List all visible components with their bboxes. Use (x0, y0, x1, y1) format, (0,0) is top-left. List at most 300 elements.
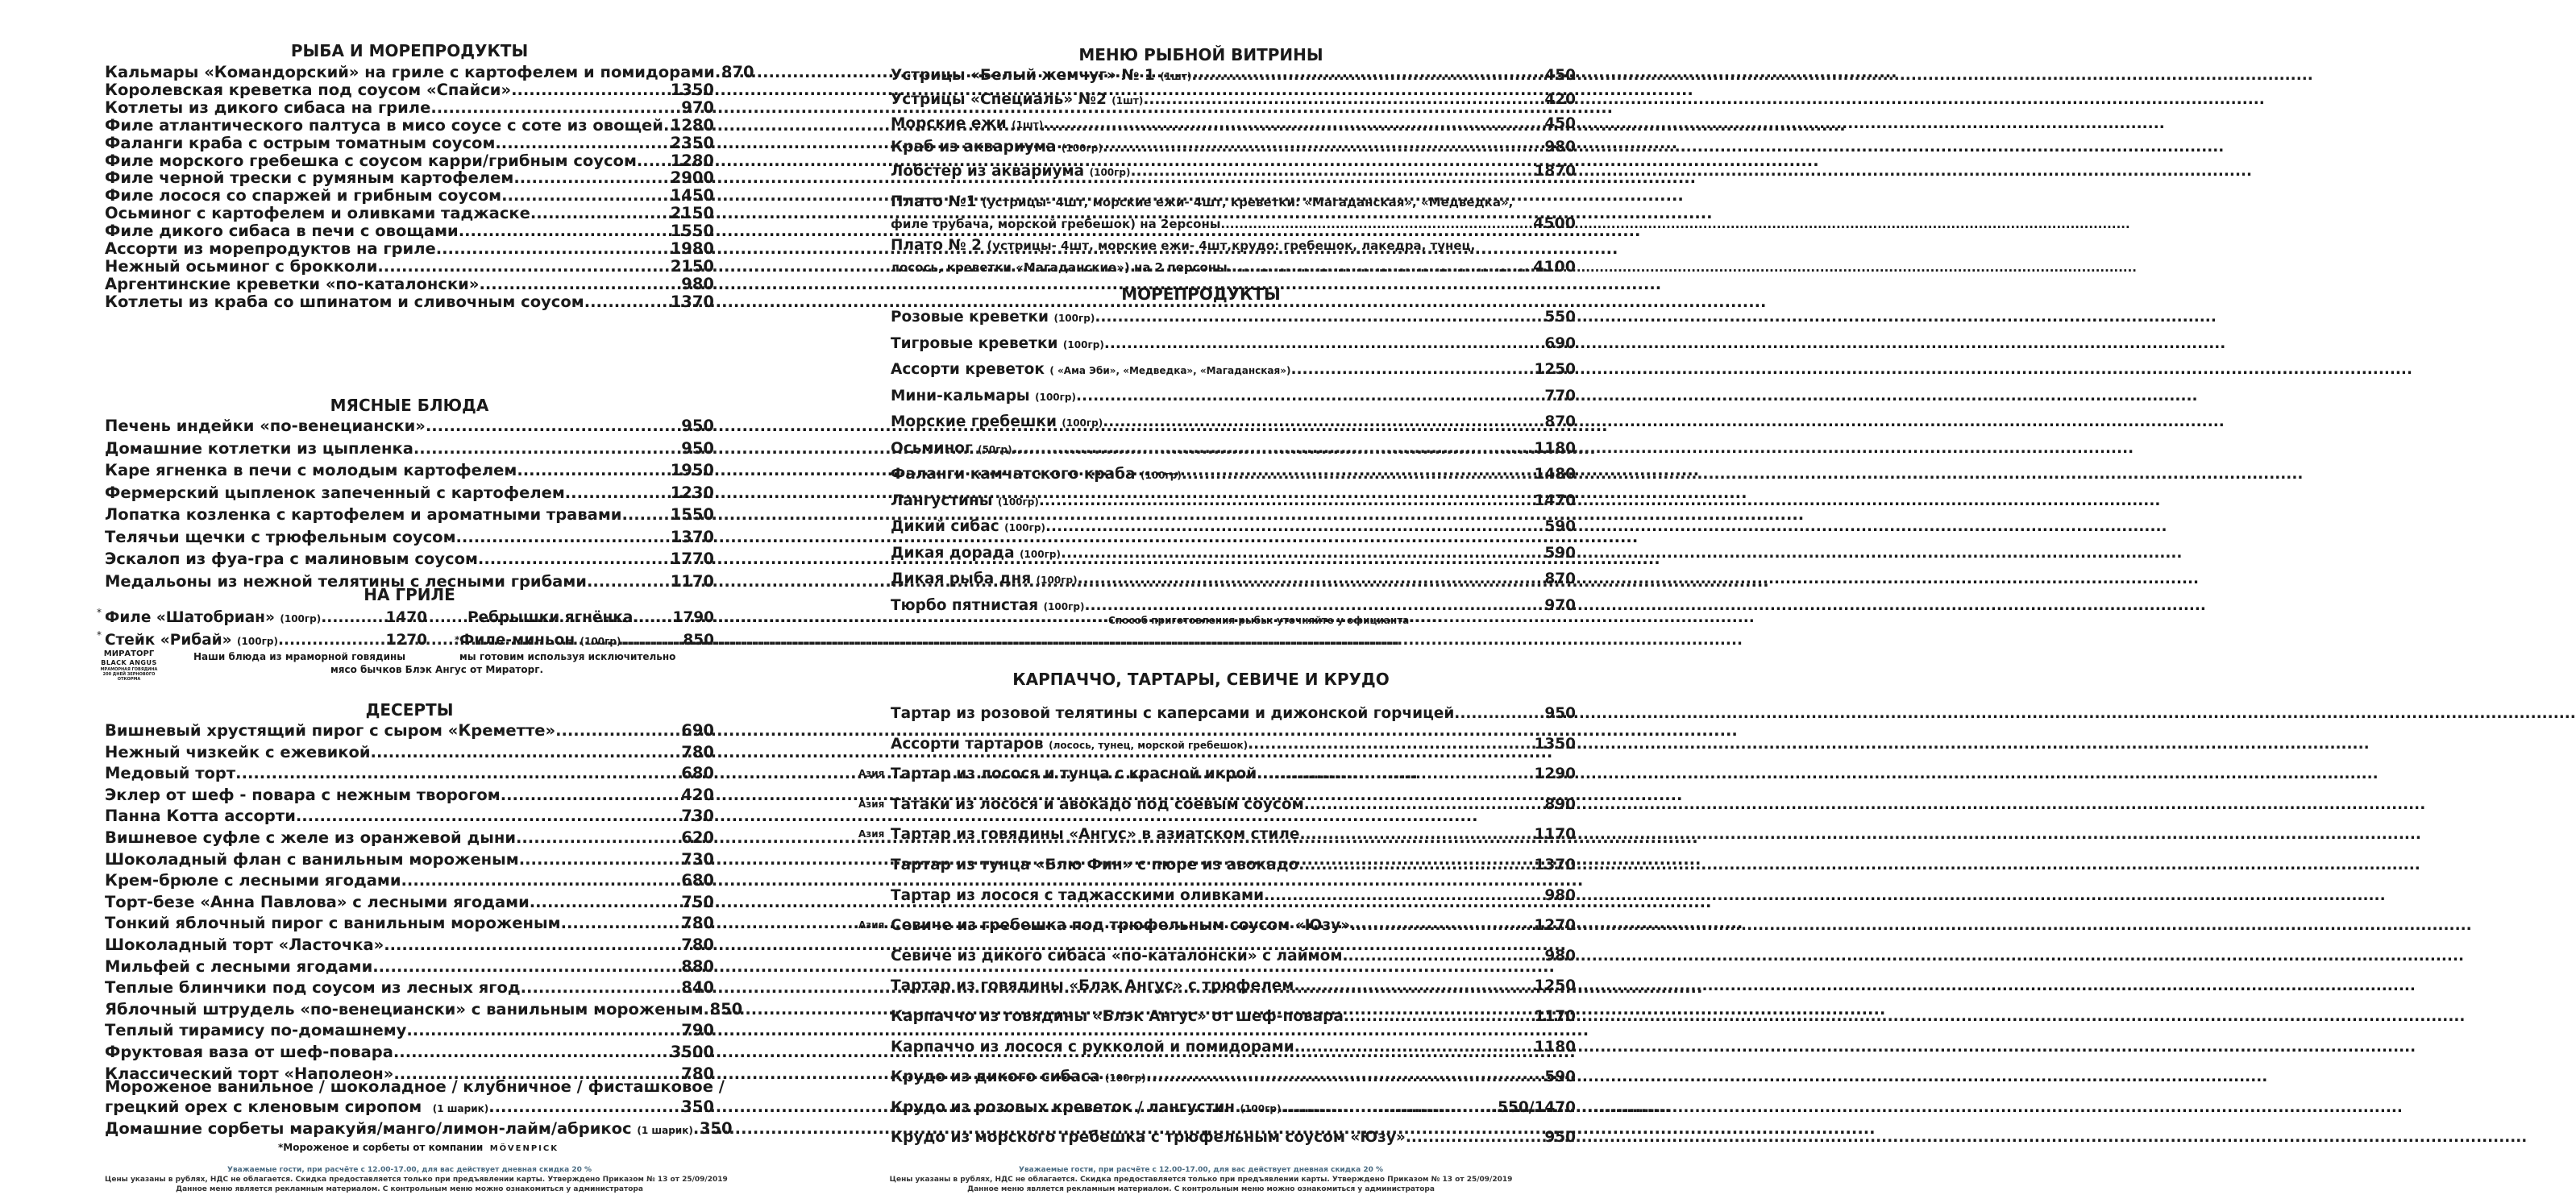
item-price: 680 (681, 871, 714, 890)
item-name: Филе морского гребешка с соусом карри/грибным соусом (105, 151, 637, 170)
section-title-carpaccio: КАРПАЧЧО, ТАРТАРЫ, СЕВИЧЕ И КРУДО (1012, 670, 1390, 689)
leader-dots (413, 438, 681, 459)
item-name: Шоколадный флан с ванильным мороженым (105, 849, 519, 869)
item-name: Нежный осьминог с брокколи (105, 256, 378, 276)
leader-dots (1304, 794, 1545, 815)
menu-item (105, 762, 714, 784)
item-name: Мильфей с лесными ягодами (105, 956, 373, 976)
menu-item (105, 741, 714, 763)
item-price: 980 (681, 274, 714, 293)
leader-dots (1264, 885, 1544, 907)
menu-item (891, 136, 1576, 158)
menu-item (891, 1036, 1576, 1058)
menu-item (891, 89, 1576, 110)
item-price: 870 (1544, 570, 1576, 587)
leader-dots (555, 720, 681, 741)
menu-item (891, 568, 1576, 590)
item-unit: (100гр) (1140, 470, 1182, 481)
item-price: 590 (1544, 1068, 1576, 1086)
leader-dots (235, 762, 681, 784)
menu-item (891, 854, 1576, 876)
item-price: 840 (681, 978, 714, 998)
item-unit: (лосось, тунец, морской гребешок) (1049, 739, 1249, 751)
leader-dots (1084, 595, 1544, 616)
menu-item (891, 1006, 1576, 1027)
menu-item (105, 977, 714, 998)
item-price: 690 (681, 721, 714, 740)
item-price: 730 (681, 807, 714, 826)
item-price: 1170 (1534, 826, 1576, 844)
item-price: 2150 (670, 204, 714, 223)
item-name: Карпаччо из говядины «Блэк Ангус» от шеф-повара (891, 1008, 1344, 1025)
menu-item (105, 438, 714, 459)
leader-dots (371, 741, 682, 763)
menu-item (891, 733, 1576, 755)
item-price: 1770 (670, 550, 714, 568)
item-name: Дикая дорада (891, 544, 1015, 562)
section-title-meat: МЯСНЫЕ БЛЮДА (330, 396, 489, 415)
menu-item (891, 113, 1576, 135)
item-price: 420 (1544, 90, 1576, 108)
section-title-grill: НА ГРИЛЕ (364, 585, 455, 604)
menu-item (891, 1097, 1576, 1118)
item-price: 950 (681, 438, 714, 458)
leader-dots (384, 934, 681, 956)
item-price: 730 (681, 849, 714, 869)
item-unit: (100гр) (1020, 548, 1061, 560)
item-name: Мини-кальмары (891, 387, 1030, 405)
item-name: Теплые блинчики под соусом из лесных ягод (105, 978, 521, 998)
item-price: 790 (681, 1021, 714, 1040)
item-name: Татаки из лосося и авокадо под соевым соусом (891, 795, 1304, 813)
grill-note-2: мы готовим используя исключительно (459, 651, 676, 662)
leader-dots (1043, 113, 1544, 135)
grill-item-ribeye: Стейк «Рибай» (100гр) ..... 1270 (105, 629, 427, 653)
item-price: 1870 (1534, 163, 1576, 180)
item-name: Шоколадный торт «Ласточка» (105, 936, 384, 954)
item-name: Тюрбо пятнистая (891, 596, 1039, 614)
item-name: Фаланги камчатского краба (891, 466, 1136, 483)
grill-row-2 (97, 629, 714, 651)
leader-dots (517, 459, 670, 481)
item-price: 750 (681, 892, 714, 911)
item-name: Торт-безе «Анна Павлова» с лесными ягодами (105, 892, 530, 911)
item-name: Котлеты из дикого сибаса на гриле (105, 97, 431, 117)
menu-item (105, 805, 714, 827)
leader-dots (1294, 1036, 1535, 1058)
item-price: 1170 (670, 571, 714, 591)
leader-dots (621, 504, 670, 525)
item-name: Дикий сибас (891, 518, 999, 535)
item-unit: ( «Ама Эби», «Медведка», «Магаданская») (1049, 365, 1291, 376)
leader-dots (1290, 359, 1534, 380)
leader-dots (406, 1019, 681, 1041)
item-name: Севиче из гребешка под трюфельным соусом «Юзу» (891, 917, 1351, 935)
menu-item (891, 516, 1576, 537)
menu-item (105, 526, 714, 548)
item-price: 1250 (1534, 361, 1576, 378)
item-name: Медальоны из нежной телятины с лесными грибами (105, 571, 587, 591)
menu-item (891, 411, 1576, 433)
item-name: Лангустины (891, 492, 993, 509)
right-footer: Уважаемые гости, при расчёте с 12.00-17.00, для вас действует дневная скидка 20 % Цены указаны в рублях, НДС не облагается. Скидка предоставляется только при предъявлении карты. Утверждено Приказом № 13 от 25/09/2019 Данное меню является рекламным материалом. С контрольным меню можно ознакомиться у администратора (889, 1166, 1513, 1193)
item-name: Морские гребешки (891, 413, 1057, 430)
item-price: 2900 (670, 168, 714, 188)
item-name: Тартар из лосося с таджасскими оливками (891, 886, 1265, 904)
item-price: 1270 (1534, 917, 1576, 935)
menu-item (105, 548, 714, 570)
item-unit: (100гр) (1036, 575, 1078, 586)
menu-item (891, 359, 1576, 380)
item-name: Фруктовая ваза от шеф-повара (105, 1043, 393, 1061)
menu-item (858, 824, 1576, 845)
leader-dots (1182, 463, 1535, 485)
star-mark: * (97, 629, 102, 641)
item-name: Телячьи щечки с трюфельным соусом (105, 527, 456, 546)
leader-dots (1294, 975, 1534, 997)
item-name: Осьминог с картофелем и оливками таджаске (105, 204, 530, 223)
item-price: 1350 (1534, 735, 1576, 753)
menu-item (891, 333, 1576, 355)
item-name: Классический торт «Наполеон» (105, 1064, 394, 1083)
item-name: Севиче из дикого сибаса «по-каталонски» с лаймом (891, 947, 1343, 965)
item-price: 1180 (1534, 1038, 1576, 1056)
item-price: 870 (721, 63, 754, 81)
leader-dots (1298, 854, 1534, 876)
menu-item (105, 784, 714, 806)
item-price: 950 (1544, 1129, 1576, 1147)
item-unit: (50гр) (978, 443, 1012, 455)
item-name: Устрицы «Специаль» №2 (891, 90, 1107, 108)
item-price: 1290 (1534, 765, 1576, 783)
item-price: 680 (681, 764, 714, 783)
asia-tag: Азия (858, 798, 885, 810)
leader-dots (478, 548, 671, 570)
menu-item (105, 998, 743, 1020)
leader-dots (715, 61, 721, 83)
item-name: Домашние котлетки из цыпленка (105, 438, 413, 458)
desserts-note: *Мороженое и сорбеты от компании MÖVENPICK (278, 1142, 559, 1153)
leader-dots (501, 784, 682, 806)
menu-item (105, 482, 714, 504)
item-name: Аргентинские креветки «по-каталонски» (105, 274, 480, 293)
item-name: Каре ягненка в печи с молодым картофелем (105, 461, 517, 479)
item-price: 450 (1544, 67, 1576, 84)
item-price: 1170 (1534, 1008, 1576, 1025)
leader-dots (1131, 160, 1535, 182)
item-price: 970 (1544, 596, 1576, 614)
item-price: 850 (709, 999, 743, 1019)
leader-dots (1281, 1097, 1498, 1118)
item-name: Розовые креветки (891, 309, 1049, 326)
menu-item (858, 763, 1576, 785)
menu-item (105, 1019, 714, 1041)
item-name: Печень индейки «по-венециански» (105, 417, 426, 435)
ice-cream-line-1: Мороженое ванильное / шоколадное / клубничное / фисташковое / (105, 1077, 725, 1096)
item-name: Кальмары «Командорский» на гриле с картофелем и помидорами (105, 63, 715, 81)
item-price: 1280 (670, 151, 714, 170)
leader-dots (1095, 306, 1544, 328)
leader-dots (1012, 438, 1535, 459)
leader-dots (1045, 516, 1544, 537)
item-name: Крудо из морского гребешка с трюфельным соусом «Юзу» (891, 1129, 1406, 1147)
item-price: 970 (681, 97, 714, 117)
leader-dots (1248, 733, 1534, 755)
leader-dots (1143, 89, 1544, 110)
item-name: Лопатка козленка с картофелем и ароматными травами (105, 505, 622, 524)
item-name: Медовый торт (105, 764, 236, 783)
item-price: 3500 (670, 1043, 714, 1061)
item-price: 780 (681, 914, 714, 933)
leader-dots (530, 891, 682, 913)
menu-item (891, 975, 1576, 997)
miratorg-logo: МИРАТОРГ BLACK ANGUS МРАМОРНАЯ ГОВЯДИНА 200 ДНЕЙ ЗЕРНОВОГО ОТКОРМА (100, 649, 158, 682)
asia-tag: Азия (858, 828, 885, 840)
asia-tag: Азия (858, 768, 885, 780)
menu-item (891, 463, 1576, 485)
item-price: 950 (1544, 705, 1576, 722)
menu-item (891, 703, 1576, 724)
leader-dots (1104, 333, 1545, 355)
menu-item (891, 1126, 1576, 1148)
star-mark: * (455, 634, 460, 645)
menu-item (891, 542, 1576, 564)
item-name: Морские ежи (891, 114, 1007, 132)
item-name: Устрицы «Белый жемчуг» № 1 (891, 67, 1155, 84)
item-unit: (100гр) (1004, 522, 1046, 533)
menu-item (891, 438, 1576, 459)
menu-item (891, 1066, 1576, 1088)
leader-dots (1039, 490, 1535, 512)
leader-dots (1103, 136, 1545, 158)
menu-item (105, 956, 714, 977)
item-name: Яблочный штрудель «по-венециански» с ванильным мороженым (105, 999, 704, 1019)
item-name: Эклер от шеф - повара с нежным творогом (105, 785, 501, 804)
leader-dots (1076, 385, 1544, 407)
leader-dots (1257, 763, 1534, 785)
item-unit: (100гр) (1061, 143, 1103, 155)
item-name: Дикая рыба дня (891, 570, 1032, 587)
item-price: 590 (1544, 544, 1576, 562)
section-title-desserts: ДЕСЕРТЫ (365, 700, 454, 720)
item-price: 1480 (1534, 466, 1576, 483)
menu-item (858, 915, 1576, 936)
leader-dots (1344, 1006, 1535, 1027)
menu-item (891, 64, 1576, 86)
item-price: 980 (1544, 947, 1576, 965)
item-price: 780 (681, 1064, 714, 1083)
menu-item (891, 595, 1576, 616)
menu-item (891, 306, 1576, 328)
menu-item (105, 1041, 714, 1063)
item-unit: (1шт) (1012, 118, 1044, 131)
item-name: Панна Котта ассорти (105, 807, 296, 826)
leader-dots (519, 848, 682, 870)
menu-item (105, 459, 714, 481)
item-name: Тартар из лосося и тунца с красной икрой (891, 765, 1257, 783)
item-price: 980 (1544, 139, 1576, 156)
plato-2: Плато № 2 (устрицы- 4шт, морские ежи- 4шт,крудо: гребешок, лакедра, тунец, лосось, креветки «Магаданские») на 2 персоны ..... 4100 (891, 235, 1576, 278)
item-price: 880 (681, 956, 714, 976)
item-price: 780 (681, 936, 714, 954)
item-name: Котлеты из краба со шпинатом и сливочным соусом (105, 292, 584, 311)
leader-dots (521, 977, 682, 998)
menu-item (105, 291, 714, 313)
item-price: 550/1470 (1498, 1098, 1576, 1116)
item-name: Тартар из тунца «Блю Фин» с пюре из авокадо (891, 857, 1299, 873)
item-unit: (100гр) (1104, 1072, 1146, 1085)
menu-item (105, 827, 714, 848)
item-price: 620 (681, 828, 714, 847)
item-name: Филе атлантического палтуса в мисо соусе с соте из овощей (105, 115, 663, 135)
grill-note-1: Наши блюда из мраморной говядины (193, 651, 406, 662)
asia-tag: Азия (858, 919, 885, 931)
item-price: 550 (1544, 309, 1576, 326)
leader-dots (1078, 568, 1545, 590)
item-unit: (100гр) (997, 496, 1039, 508)
item-name: Эскалоп из фуа-гра с малиновым соусом (105, 550, 478, 568)
menu-item (891, 885, 1576, 907)
menu-item (858, 794, 1576, 815)
item-name: Королевская креветка под соусом «Спайси» (105, 80, 512, 99)
item-price: 780 (681, 742, 714, 761)
item-name: Крем-брюле с лесными ягодами (105, 871, 401, 890)
item-name: Филе лосося со спаржей и грибным соусом (105, 186, 502, 205)
item-price: 2350 (670, 133, 714, 152)
leader-dots (1406, 1126, 1545, 1148)
item-unit: (100гр) (1035, 391, 1077, 403)
menu-item (105, 415, 714, 437)
item-unit: (100гр) (1089, 167, 1131, 179)
menu-item (105, 720, 714, 741)
menu-item (891, 385, 1576, 407)
item-name: Тартар из розовой телятины с каперсами и дижонской горчицей (891, 705, 1455, 722)
leader-dots (1299, 824, 1534, 845)
item-unit: (100гр) (1043, 600, 1085, 612)
item-name: Тартар из говядины «Блэк Ангус» с трюфелем (891, 977, 1294, 995)
leader-dots (516, 827, 681, 848)
grill-item-filet-mignon: * Филе-миньон (100гр) ..... 850 (459, 629, 714, 653)
item-name: Нежный чизкейк с ежевикой (105, 742, 371, 761)
leader-dots (1454, 703, 1544, 724)
item-name: Тонкий яблочный пирог с ванильным мороженым (105, 914, 561, 933)
item-price: 980 (1544, 886, 1576, 904)
leader-dots (1103, 411, 1544, 433)
item-name: Лобстер из аквариума (891, 163, 1085, 180)
item-name: Филе дикого сибаса в печи с овощами (105, 222, 459, 241)
item-unit: (100гр) (1053, 313, 1095, 324)
item-unit: (100гр) (1062, 417, 1103, 429)
item-name: Вишневое суфле с желе из оранжевой дыни (105, 828, 516, 847)
left-footer: Уважаемые гости, при расчёте с 12.00-17.00, для вас действует дневная скидка 20 % Цены указаны в рублях, НДС не облагается. Скидка предоставляется только при предъявлении карты. Утверждено Приказом № 13 от 25/09/2019 Данное меню является рекламным материалом. С контрольным меню можно ознакомиться у администратора (105, 1166, 728, 1193)
leader-dots (1061, 542, 1544, 564)
item-price: 890 (1544, 795, 1576, 813)
plato-1: Плато №1 (устрицы- 4шт, морские ежи- 4шт, креветки: «Магаданская», «Медведка», филе трубача, морской гребешок) на 2ерсоны ..... 4500 (891, 192, 1576, 234)
leader-dots (561, 912, 682, 934)
menu-item (105, 891, 714, 913)
item-unit: (1шт) (1111, 94, 1144, 106)
leader-dots (296, 805, 681, 827)
menu-item (891, 490, 1576, 512)
leader-dots (584, 291, 671, 313)
menu-item (105, 934, 714, 956)
leader-dots (456, 526, 671, 548)
leader-dots (1342, 945, 1544, 967)
section-title-seafood: МОРЕПРОДУКТЫ (1121, 284, 1281, 304)
star-mark: * (97, 607, 102, 618)
item-price: 1550 (670, 222, 714, 241)
item-name: Карпаччо из лосося с рукколой и помидорами (891, 1038, 1294, 1056)
leader-dots (565, 482, 671, 504)
item-name: Ассорти креветок (891, 361, 1045, 378)
item-name: Филе черной трески с румяным картофелем (105, 168, 514, 188)
item-price: 1470 (1534, 492, 1576, 509)
leader-dots (393, 1041, 671, 1063)
leader-dots (1146, 1066, 1545, 1088)
item-price: 1980 (670, 239, 714, 258)
item-name: Вишневый хрустящий пирог с сыром «Креметте» (105, 721, 556, 740)
movenpick-logo: MÖVENPICK (489, 1144, 559, 1153)
item-price: 2150 (670, 256, 714, 276)
item-price: 450 (1544, 114, 1576, 132)
item-unit: (100гр) (1062, 338, 1104, 351)
seafood-note: Способ приготовления рыбы: уточняйте у официанта (1108, 615, 1410, 626)
leader-dots (1191, 64, 1544, 86)
grill-item-chateaubriand: Филе «Шатобриан» (100гр) ..... 1470 (105, 607, 427, 630)
leader-dots (401, 869, 682, 891)
item-unit: (1шт) (1160, 71, 1192, 82)
section-title-fish: РЫБА И МОРЕПРОДУКТЫ (290, 41, 529, 60)
menu-item (891, 160, 1576, 182)
item-price: 420 (681, 785, 714, 804)
item-price: 690 (1544, 334, 1576, 352)
leader-dots (704, 998, 710, 1020)
leader-dots (372, 956, 681, 977)
menu-item (105, 912, 714, 934)
item-price: 1370 (670, 527, 714, 546)
item-price: 1370 (670, 292, 714, 311)
item-name: Осьминог (891, 439, 973, 457)
item-price: 950 (681, 417, 714, 435)
item-price: 1370 (1534, 857, 1576, 873)
menu-item (105, 504, 714, 525)
item-price: 590 (1544, 518, 1576, 535)
item-price: 1350 (670, 80, 714, 99)
grill-item-lamb-ribs: Ребрышки ягнёнка ..... 1790 (467, 607, 714, 629)
section-title-vitrina: МЕНЮ РЫБНОЙ ВИТРИНЫ (1078, 45, 1323, 64)
sorbet-line: Домашние сорбеты маракуйя/манго/лимон-лайм/абрикос (1 шарик) ..... 350 (105, 1118, 714, 1139)
item-name: Тартар из говядины «Ангус» в азиатском стиле (891, 826, 1300, 844)
item-name: Крудо из розовых креветок / лангустин (891, 1098, 1236, 1116)
item-price: 770 (1544, 387, 1576, 405)
item-price: 1280 (670, 115, 714, 135)
item-price: 1950 (670, 461, 714, 479)
item-price: 1230 (670, 483, 714, 502)
item-name: Краб из аквариума (891, 139, 1057, 156)
leader-dots (426, 415, 681, 437)
item-name: Ассорти из морепродуктов на гриле (105, 239, 436, 258)
item-unit: (100гр) (1240, 1102, 1282, 1114)
item-price: 1550 (670, 505, 714, 524)
item-name: Фермерский цыпленок запеченный с картофелем (105, 483, 565, 502)
leader-dots (1350, 915, 1534, 936)
menu-item (891, 945, 1576, 967)
item-price: 870 (1544, 413, 1576, 430)
item-name: Фаланги краба с острым томатным соусом (105, 133, 496, 152)
item-price: 1450 (670, 186, 714, 205)
grill-row-1 (97, 607, 714, 629)
item-name: Крудо из дикого сибаса (891, 1068, 1100, 1086)
